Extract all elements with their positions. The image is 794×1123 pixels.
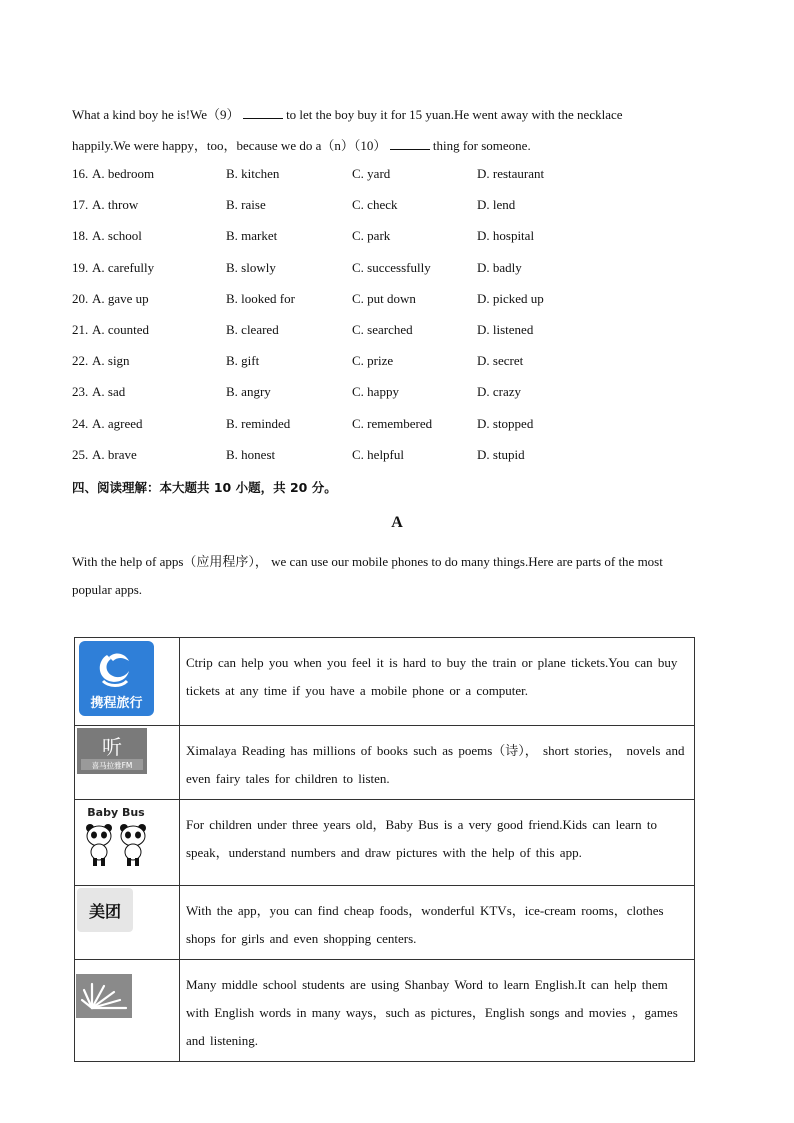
option-a: A. counted	[92, 322, 150, 337]
option-a: A. bedroom	[92, 166, 155, 181]
ximalaya-icon	[77, 728, 147, 774]
baby-bus-icon	[78, 804, 154, 870]
question-number: 20.	[72, 290, 89, 306]
option-b: B. angry	[226, 384, 271, 400]
option-d: D. stopped	[477, 415, 534, 431]
intro-line-2	[72, 135, 531, 154]
section-title: 四、阅读理解：本大题共 10 小题，共 20 分。	[72, 480, 337, 495]
passage-intro-line-2: popular apps.	[72, 582, 143, 597]
shanbay-icon	[76, 974, 132, 1018]
icon-cell	[75, 726, 180, 800]
option-c: C. searched	[352, 322, 413, 337]
option-c: C. helpful	[352, 446, 404, 462]
apps-table	[74, 637, 695, 1062]
question-number: 23.	[72, 384, 89, 400]
option-a: A. gave up	[92, 290, 149, 306]
answer-blank-10	[390, 137, 430, 150]
option-c: C. yard	[352, 166, 391, 181]
question-number: 24.	[72, 415, 89, 431]
option-d: D. picked up	[477, 290, 544, 306]
option-d: D. listened	[477, 322, 534, 337]
svg-text:Baby Bus: Baby Bus	[87, 806, 145, 819]
option-a: A. brave	[92, 446, 137, 462]
option-a: A. sign	[92, 353, 130, 369]
option-d: D. crazy	[477, 384, 522, 400]
option-b: B. raise	[226, 197, 266, 213]
option-c: C. park	[352, 228, 391, 244]
answer-blank-9	[243, 106, 283, 119]
option-c: C. put down	[352, 290, 416, 306]
option-b: B. reminded	[226, 415, 291, 431]
intro-line-1-before: What a kind boy he is!We（9）	[72, 107, 240, 122]
meituan-icon	[77, 888, 133, 932]
option-c: C. remembered	[352, 415, 433, 431]
svg-text:美团: 美团	[88, 902, 122, 921]
question-number: 16.	[72, 166, 89, 181]
app-description: Ximalaya Reading has millions of books such as poems（诗）， short stories， novels and even fairy tales for children to listen.	[180, 726, 695, 800]
option-b: B. looked for	[226, 290, 295, 306]
option-b: B. gift	[226, 353, 260, 369]
intro-line-2-before: happily.We were happy，too，because we do a（n）（10）	[72, 138, 387, 153]
option-b: B. market	[226, 228, 278, 244]
table-row	[75, 638, 695, 726]
intro-line-1-after: to let the boy buy it for 15 yuan.He went away with the necklace	[286, 107, 623, 122]
option-c: C. prize	[352, 353, 394, 369]
ctrip-icon	[79, 641, 154, 716]
icon-cell	[75, 886, 180, 960]
svg-text:喜马拉雅FM: 喜马拉雅FM	[91, 761, 133, 770]
option-a: A. sad	[92, 384, 126, 400]
question-number: 17.	[72, 197, 89, 213]
question-number: 21.	[72, 322, 89, 337]
table-row	[75, 960, 695, 1062]
option-d: D. lend	[477, 197, 516, 213]
option-a: A. school	[92, 228, 142, 244]
option-d: D. stupid	[477, 446, 525, 462]
option-b: B. slowly	[226, 259, 276, 275]
option-d: D. hospital	[477, 228, 535, 244]
question-number: 25.	[72, 446, 89, 462]
app-description: Many middle school students are using Shanbay Word to learn English.It can help them with English words in many ways，such as pictures，English songs and movies ，games and listening.	[180, 960, 695, 1062]
icon-cell	[75, 960, 180, 1062]
svg-text:携程旅行: 携程旅行	[90, 696, 143, 711]
option-b: B. honest	[226, 446, 276, 462]
option-b: B. cleared	[226, 322, 279, 337]
option-c: C. check	[352, 197, 398, 213]
option-d: D. badly	[477, 259, 522, 275]
app-description: Ctrip can help you when you feel it is hard to buy the train or plane tickets.You can buy tickets at any time if you have a mobile phone or a computer.	[180, 638, 695, 726]
intro-line-2-after: thing for someone.	[432, 138, 531, 153]
question-number: 18.	[72, 228, 89, 244]
table-row	[75, 726, 695, 800]
option-a: A. throw	[92, 197, 139, 213]
option-a: A. agreed	[92, 415, 143, 431]
icon-cell	[75, 800, 180, 886]
option-d: D. secret	[477, 353, 524, 369]
svg-text:听: 听	[102, 735, 122, 759]
app-description: For children under three years old，Baby Bus is a very good friend.Kids can learn to speak，understand numbers and draw pictures with the help of this app.	[180, 800, 695, 886]
question-number: 22.	[72, 353, 89, 369]
option-a: A. carefully	[92, 259, 155, 275]
option-c: C. happy	[352, 384, 399, 400]
question-number: 19.	[72, 259, 89, 275]
app-description: With the app，you can find cheap foods，wonderful KTVs，ice-cream rooms，clothes shops for girls and even shopping centers.	[180, 886, 695, 960]
passage-intro-line-1: With the help of apps（应用程序）， we can use our mobile phones to do many things.Here are parts of the most	[72, 554, 663, 569]
option-c: C. successfully	[352, 259, 431, 275]
passage-letter: A	[391, 514, 403, 531]
option-b: B. kitchen	[226, 166, 280, 181]
option-d: D. restaurant	[477, 166, 545, 181]
intro-line-1	[72, 104, 623, 123]
table-row	[75, 886, 695, 960]
icon-cell	[75, 638, 180, 726]
table-row	[75, 800, 695, 886]
